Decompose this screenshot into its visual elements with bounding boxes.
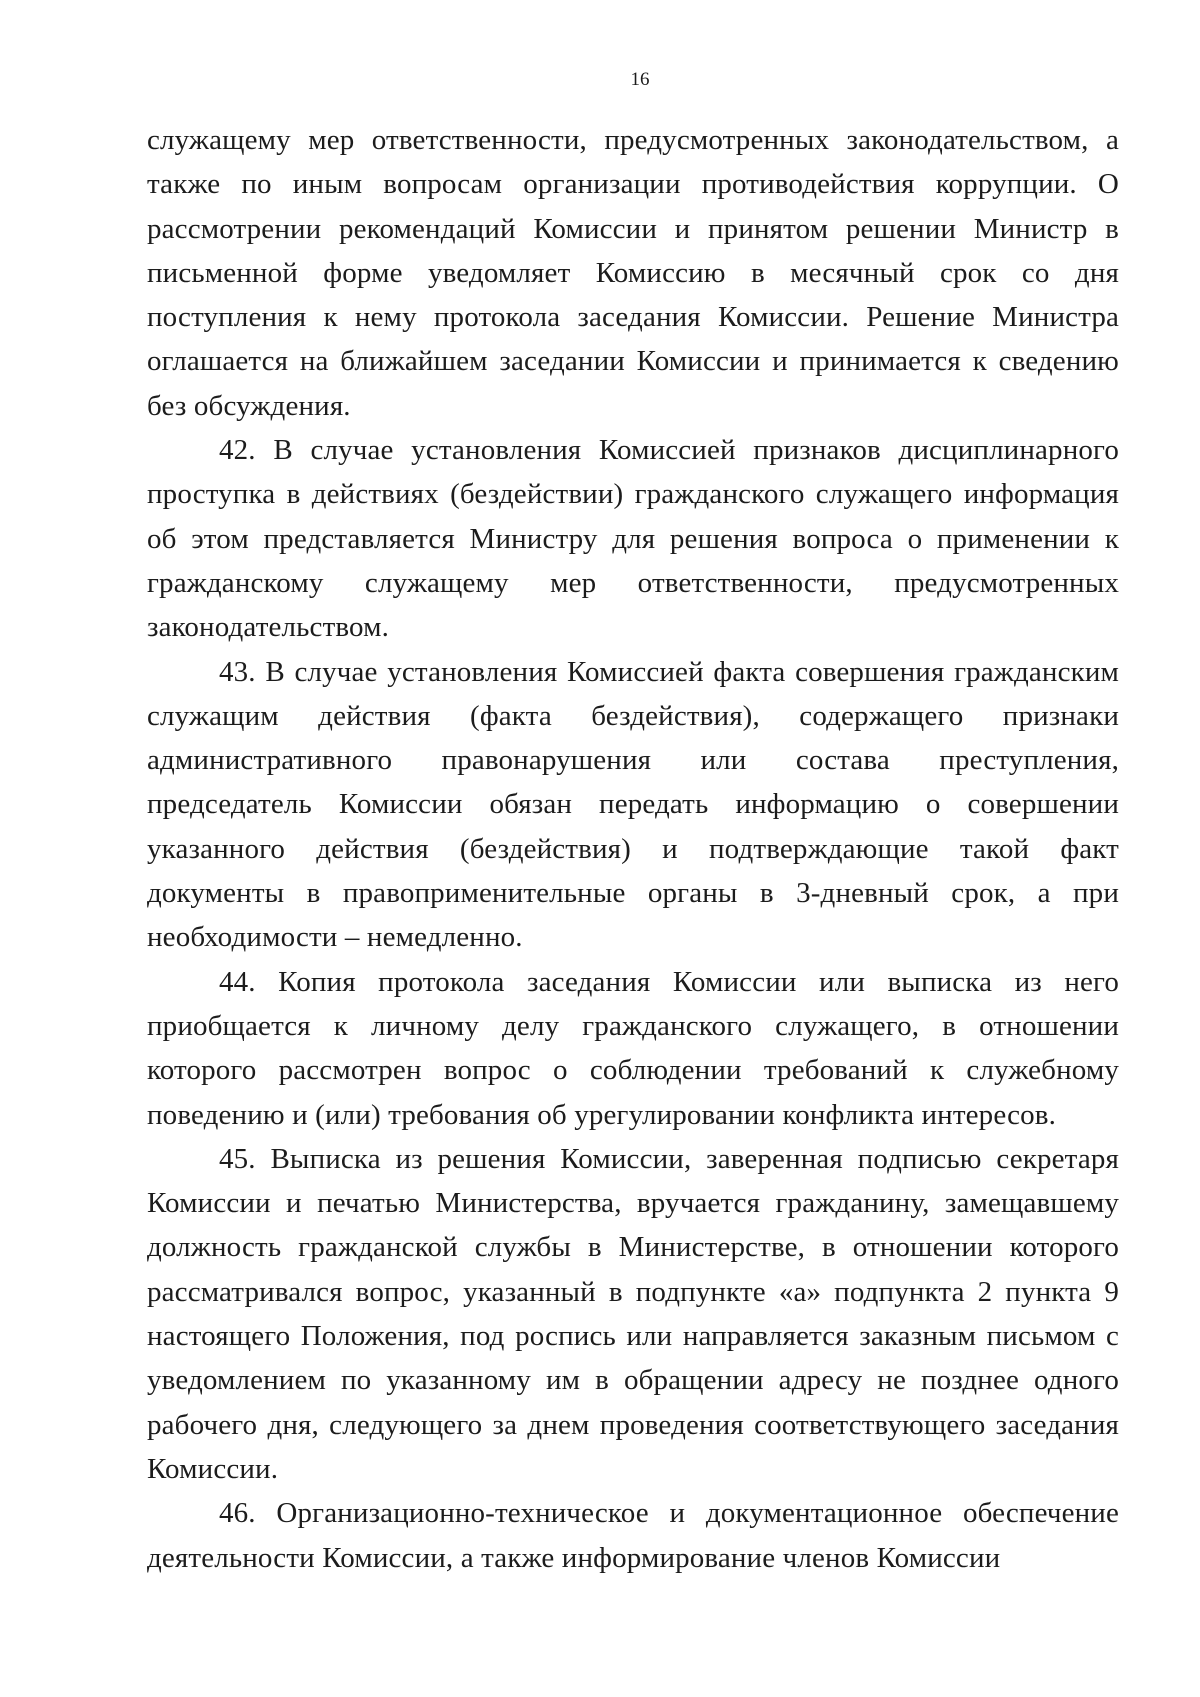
paragraph-45: 45. Выписка из решения Комиссии, заверенная подписью секретаря Комиссии и печатью Министерства, вручается гражданину, замещавшему должность гражданской службы в Министерстве, в отношении которого рассматривался вопрос, указанный в подпункте «а» подпункта 2 пункта 9 настоящего Положения, под роспись или направляется заказным письмом с уведомлением по указанному им в обращении адресу не позднее одного рабочего дня, следующего за днем проведения соответствующего заседания Комиссии. xyxy=(147,1142,1119,1485)
paragraph-42: 42. В случае установления Комиссией признаков дисциплинарного проступка в действиях (бездействии) гражданского служащего информация об этом представляется Министру для решения вопроса о применении к гражданскому служащему мер ответственности, предусмотренных законодательством. xyxy=(147,434,1119,644)
paragraph-44: 44. Копия протокола заседания Комиссии или выписка из него приобщается к личному делу гражданского служащего, в отношении которого рассмотрен вопрос о соблюдении требований к служебному поведению и (или) требования об урегулировании конфликта интересов. xyxy=(147,965,1119,1131)
paragraph-43: 43. В случае установления Комиссией факта совершения гражданским служащим действия (факта бездействия), содержащего признаки административного правонарушения или состава преступления, председатель Комиссии обязан передать информацию о совершении указанного действия (бездействия) и подтверждающие такой факт документы в правоприменительные органы в 3-дневный срок, а при необходимости – немедленно. xyxy=(147,655,1119,954)
paragraph-continuation: служащему мер ответственности, предусмотренных законодательством, а также по иным вопросам организации противодействия коррупции. О рассмотрении рекомендаций Комиссии и принятом решении Министр в письменной форме уведомляет Комиссию в месячный срок со дня поступления к нему протокола заседания Комиссии. Решение Министра оглашается на ближайшем заседании Комиссии и принимается к сведению без обсуждения. xyxy=(147,124,1119,422)
paragraph-46: 46. Организационно-техническое и документационное обеспечение деятельности Комиссии, а также информирование членов Комиссии xyxy=(147,1497,1119,1574)
page-number: 16 xyxy=(630,69,650,90)
scan-artifact xyxy=(12,10,52,24)
document-body xyxy=(147,118,1119,1580)
